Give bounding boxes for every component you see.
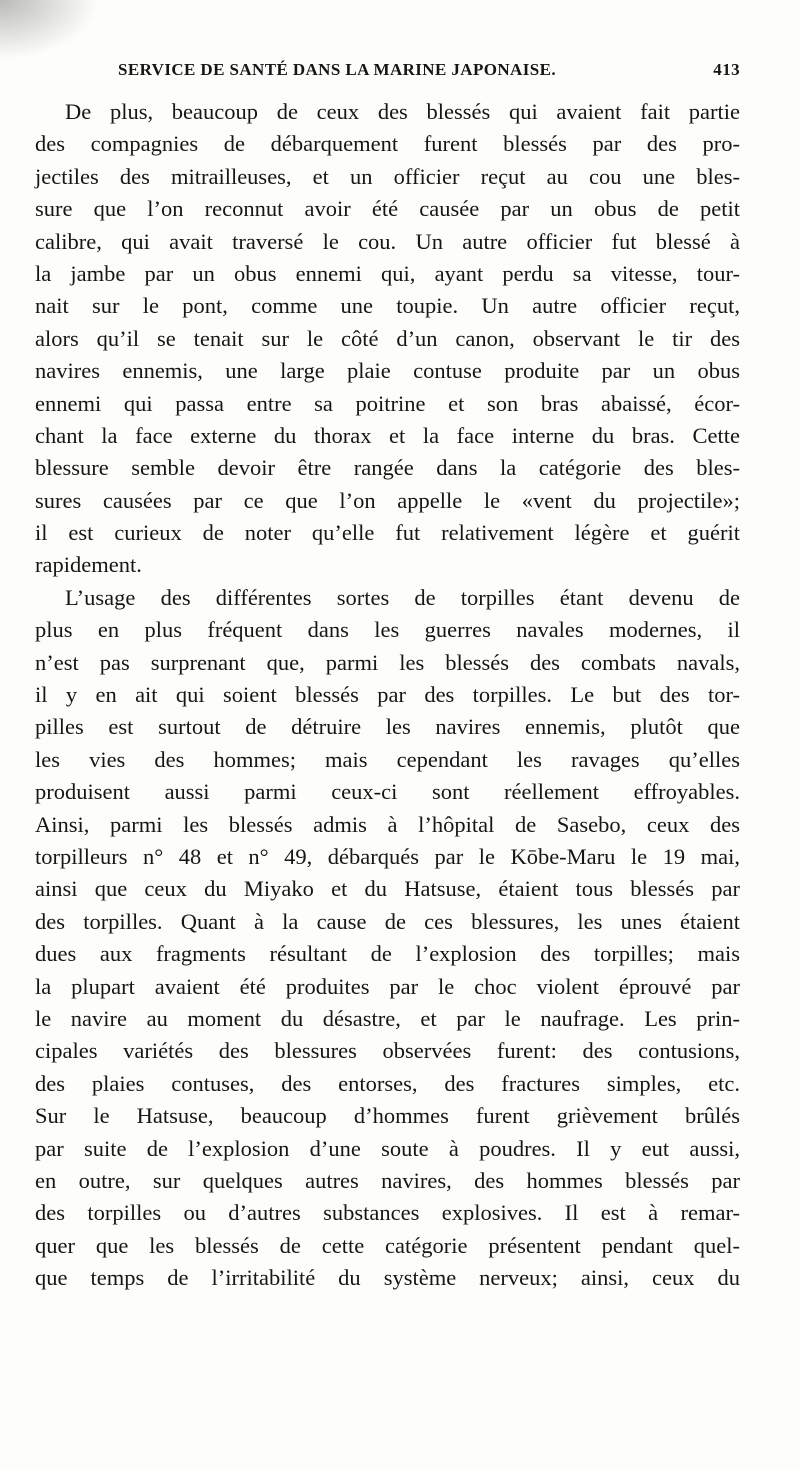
text-line: nait sur le pont, comme une toupie. Un autre officier reçut, (35, 293, 740, 319)
text-line: pilles est surtout de détruire les navires ennemis, plutôt que (35, 714, 740, 740)
text-line: la jambe par un obus ennemi qui, ayant perdu sa vitesse, tour- (35, 260, 740, 286)
text-line: produisent aussi parmi ceux-ci sont réellement effroyables. (35, 779, 740, 805)
body-text (35, 96, 740, 1294)
text-line: il y en ait qui soient blessés par des torpilles. Le but des tor- (35, 682, 740, 708)
text-line: en outre, sur quelques autres navires, des hommes blessés par (35, 1167, 740, 1193)
text-line: rapidement. (35, 552, 142, 578)
text-line: la plupart avaient été produites par le choc violent éprouvé par (35, 973, 740, 999)
text-line: n’est pas surprenant que, parmi les blessés des combats navals, (35, 649, 740, 675)
text-line: Sur le Hatsuse, beaucoup d’hommes furent grièvement brûlés (35, 1103, 740, 1129)
text-line: sure que l’on reconnut avoir été causée par un obus de petit (35, 196, 740, 222)
running-head (118, 60, 740, 88)
text-line: par suite de l’explosion d’une soute à poudres. Il y eut aussi, (35, 1135, 740, 1161)
text-line: dues aux fragments résultant de l’explosion des torpilles; mais (35, 941, 740, 967)
text-line: quer que les blessés de cette catégorie présentent pendant quel- (35, 1232, 740, 1258)
text-line: alors qu’il se tenait sur le côté d’un canon, observant le tir des (35, 325, 740, 351)
running-title: SERVICE DE SANTÉ DANS LA MARINE JAPONAISE. (118, 60, 556, 79)
text-line: blessure semble devoir être rangée dans la catégorie des bles- (35, 455, 740, 481)
page-number: 413 (713, 60, 740, 79)
text-line: calibre, qui avait traversé le cou. Un autre officier fut blessé à (35, 228, 740, 254)
text-line: des compagnies de débarquement furent blessés par des pro- (35, 131, 740, 157)
text-line: ennemi qui passa entre sa poitrine et son bras abaissé, écor- (35, 390, 740, 416)
text-line: des plaies contuses, des entorses, des fractures simples, etc. (35, 1070, 740, 1096)
text-line: ainsi que ceux du Miyako et du Hatsuse, étaient tous blessés par (35, 876, 740, 902)
text-line: Ainsi, parmi les blessés admis à l’hôpital de Sasebo, ceux des (35, 811, 740, 837)
text-line: jectiles des mitrailleuses, et un officier reçut au cou une bles- (35, 163, 740, 189)
text-line: que temps de l’irritabilité du système nerveux; ainsi, ceux du (35, 1265, 740, 1291)
text-line: il est curieux de noter qu’elle fut relativement légère et guérit (35, 520, 740, 546)
text-line: des torpilles ou d’autres substances explosives. Il est à remar- (35, 1200, 740, 1226)
text-line: chant la face externe du thorax et la face interne du bras. Cette (35, 422, 740, 448)
text-line: De plus, beaucoup de ceux des blessés qui avaient fait partie (65, 99, 740, 124)
text-line: plus en plus fréquent dans les guerres navales modernes, il (35, 617, 740, 643)
text-line: L’usage des différentes sortes de torpilles étant devenu de (65, 584, 740, 610)
text-line: sures causées par ce que l’on appelle le «vent du projectile»; (35, 487, 740, 513)
text-line: les vies des hommes; mais cependant les ravages qu’elles (35, 746, 740, 772)
text-line: navires ennemis, une large plaie contuse produite par un obus (35, 358, 740, 384)
text-line: torpilleurs n° 48 et n° 49, débarqués par le Kōbe-Maru le 19 mai, (35, 843, 740, 869)
text-line: cipales variétés des blessures observées furent: des contusions, (35, 1038, 740, 1064)
text-line: le navire au moment du désastre, et par le naufrage. Les prin- (35, 1005, 740, 1031)
text-line: des torpilles. Quant à la cause de ces blessures, les unes étaient (35, 908, 740, 934)
